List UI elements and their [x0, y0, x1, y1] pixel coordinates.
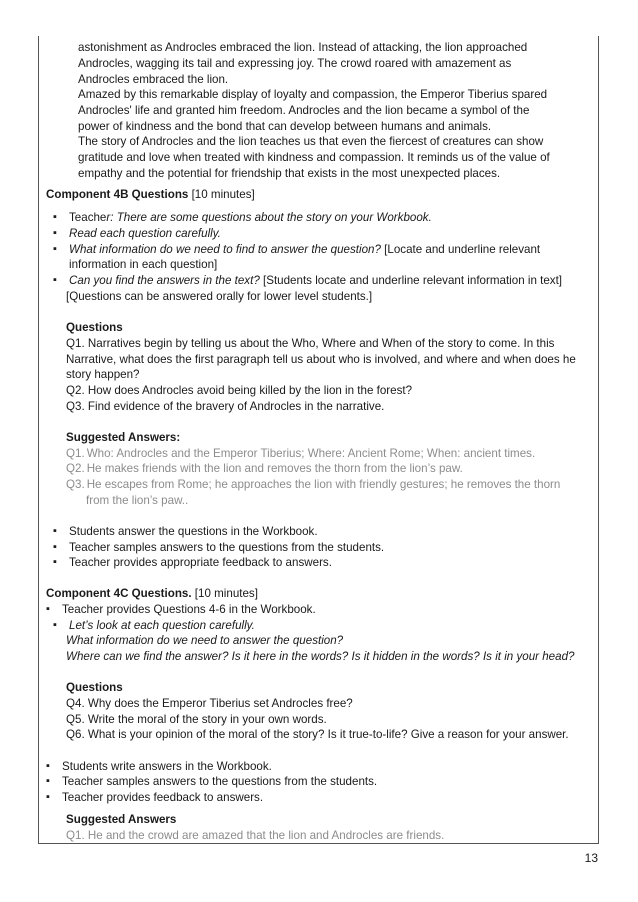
c4c-step-3: ▪ Teacher provides feedback to answers.	[62, 790, 263, 806]
story-line: The story of Androcles and the lion teaches us that even the fiercest of creatures can show	[78, 135, 544, 148]
c4b-q1-cont: story happen?	[66, 368, 140, 381]
c4c-step-1: ▪ Students write answers in the Workbook.	[62, 759, 272, 775]
c4b-q1-cont: Narrative, what does the first paragraph tell us about who is involved, and where and when does he	[66, 353, 576, 366]
story-line: gratitude and love when treated with kindness and compassion. It reminds us of the value of	[78, 151, 550, 164]
component-4c-heading: Component 4C Questions. [10 minutes]	[46, 587, 258, 600]
story-line: astonishment as Androcles embraced the lion. Instead of attacking, the lion approached	[78, 41, 528, 54]
story-line: power of kindness and the bond that can develop between humans and animals.	[78, 120, 492, 133]
c4b-bullet-1: ▪ Teacher: There are some questions about the story on your Workbook.	[69, 210, 432, 226]
c4b-q3: Q3. Find evidence of the bravery of Androcles in the narrative.	[66, 400, 385, 413]
page-number: 13	[584, 851, 598, 865]
c4b-q2: Q2. How does Androcles avoid being killed by the lion in the forest?	[66, 384, 413, 397]
c4b-step-2: ▪ Teacher samples answers to the questions from the students.	[69, 540, 384, 556]
c4b-answer-3-cont: from the lion’s paw..	[86, 494, 189, 507]
c4c-step-2: ▪ Teacher samples answers to the questions from the students.	[62, 774, 377, 790]
story-line: Amazed by this remarkable display of loyalty and compassion, the Emperor Tiberius spared	[78, 88, 548, 101]
story-line: Androcles' life and granted him freedom. Androcles and the lion became a symbol of the	[78, 104, 530, 117]
c4c-questions-title: Questions	[66, 681, 123, 694]
component-4b-heading: Component 4B Questions [10 minutes]	[46, 188, 255, 201]
c4c-bullet-2: ▪ Let’s look at each question carefully.	[69, 618, 255, 634]
c4c-q4: Q4. Why does the Emperor Tiberius set Androcles free?	[66, 697, 353, 710]
c4b-step-3: ▪ Teacher provides appropriate feedback to answers.	[69, 555, 332, 571]
c4c-bullet-1: ▪ Teacher provides Questions 4-6 in the Workbook.	[62, 602, 316, 618]
story-line: Androcles embraced the lion.	[78, 73, 229, 86]
c4b-questions-title: Questions	[66, 321, 123, 334]
c4b-bullet-4-cont: [Questions can be answered orally for lower level students.]	[66, 290, 373, 303]
c4b-answer-3: Q3. He escapes from Rome; he approaches the lion with friendly gestures; he removes the thorn	[66, 478, 561, 491]
c4b-answer-1: Q1. Who: Androcles and the Emperor Tiberius; Where: Ancient Rome; When: ancient times.	[66, 447, 536, 460]
story-line: empathy and the potential for friendship that exists in the most unexpected places.	[78, 167, 501, 180]
c4c-answer-1: Q1. He and the crowd are amazed that the lion and Androcles are friends.	[66, 829, 445, 842]
c4b-bullet-4: ▪ Can you find the answers in the text? [Students locate and underline relevant information in text]	[69, 273, 562, 289]
c4c-q5: Q5. Write the moral of the story in your own words.	[66, 713, 327, 726]
c4b-bullet-3-cont: information in each question]	[69, 258, 218, 271]
c4b-answer-2: Q2. He makes friends with the lion and removes the thorn from the lion’s paw.	[66, 462, 463, 475]
c4c-bullet-2-line2: What information do we need to answer the question?	[66, 634, 344, 647]
c4b-answers-title: Suggested Answers:	[66, 431, 181, 444]
c4c-q6: Q6. What is your opinion of the moral of the story? Is it true-to-life? Give a reason for your answer.	[66, 728, 569, 741]
c4c-answers-title: Suggested Answers	[66, 813, 177, 826]
c4b-step-1: ▪ Students answer the questions in the Workbook.	[69, 524, 318, 540]
story-line: Androcles, wagging its tail and expressing joy. The crowd roared with amazement as	[78, 57, 512, 70]
c4b-bullet-2: ▪ Read each question carefully.	[69, 226, 221, 242]
c4b-q1: Q1. Narratives begin by telling us about the Who, Where and When of the story to come. In this	[66, 337, 555, 350]
c4c-bullet-2-line3: Where can we find the answer? Is it here in the words? Is it hidden in the words? Is it in your head?	[66, 650, 575, 663]
c4b-bullet-3: ▪ What information do we need to find to answer the question? [Locate and underline relevant	[69, 242, 540, 258]
